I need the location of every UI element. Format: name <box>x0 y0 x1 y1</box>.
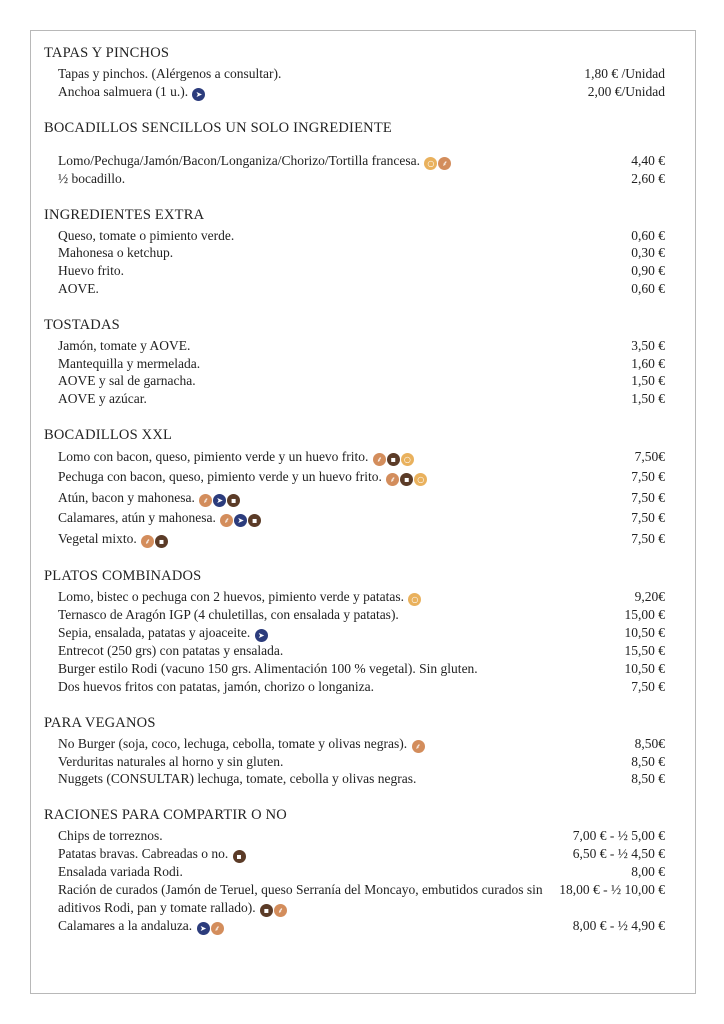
item-price: 0,60 € <box>631 280 665 296</box>
item-name: Burger estilo Rodi (vacuno 150 grs. Alimentación 100 % vegetal). Sin gluten. <box>58 661 478 677</box>
item-price: 2,00 €/Unidad <box>587 83 665 99</box>
item-name-line <box>58 827 563 845</box>
item-name-line <box>58 624 615 642</box>
menu-item <box>44 337 665 355</box>
item-price: 10,50 € <box>624 661 665 677</box>
menu-item <box>44 170 665 188</box>
section-title: PLATOS COMBINADOS <box>44 568 202 585</box>
egg-allergen-icon: ○ <box>408 593 421 606</box>
menu-item <box>44 372 665 390</box>
milk-allergen-icon: ▪ <box>233 850 246 863</box>
item-name-line <box>58 170 621 188</box>
item-price: 1,60 € <box>631 355 665 371</box>
menu-item <box>44 735 665 753</box>
menu-item <box>44 588 665 606</box>
item-name-line <box>58 753 621 771</box>
item-price: 2,60 € <box>631 170 665 186</box>
item-price: 6,50 € - ½ 4,50 € <box>572 846 665 862</box>
menu-item <box>44 355 665 373</box>
milk-allergen-icon: ▪ <box>248 514 261 527</box>
section-title: BOCADILLOS XXL <box>44 426 173 443</box>
menu-item <box>44 753 665 771</box>
menu-item <box>44 845 665 863</box>
item-price: 1,80 € /Unidad <box>584 66 665 81</box>
section-title: RACIONES PARA COMPARTIR O NO <box>44 807 287 824</box>
gluten-allergen-icon: ⸙ <box>220 514 233 527</box>
fish-allergen-icon: ➤ <box>234 514 247 527</box>
item-price: 8,00 € - ½ 4,90 € <box>572 917 665 933</box>
item-name: Huevo frito. <box>58 263 124 279</box>
item-price: 8,50 € <box>631 771 665 787</box>
section-title: TAPAS Y PINCHOS <box>44 45 170 61</box>
item-price: 10,50 € <box>624 625 665 641</box>
item-name: Vegetal mixto. <box>58 530 137 546</box>
menu-item <box>44 244 665 262</box>
menu-section <box>44 425 665 550</box>
item-name-line <box>58 372 621 390</box>
menu-item <box>44 863 665 881</box>
menu-section <box>44 43 665 101</box>
item-name-line <box>58 390 621 408</box>
item-name: Dos huevos fritos con patatas, jamón, chorizo o longaniza. <box>58 678 375 694</box>
milk-allergen-icon: ▪ <box>387 453 400 466</box>
menu-item <box>44 83 665 101</box>
item-name-line <box>58 770 621 788</box>
item-name: AOVE y sal de garnacha. <box>58 373 196 389</box>
item-name: No Burger (soja, coco, lechuga, cebolla, tomate y olivas negras). <box>58 735 408 751</box>
item-price: 0,30 € <box>631 245 665 261</box>
item-name-line <box>58 467 621 488</box>
item-name: Chips de torreznos. <box>58 828 163 844</box>
milk-allergen-icon: ▪ <box>155 535 168 548</box>
menu-section <box>44 713 665 789</box>
menu-item <box>44 262 665 280</box>
menu-item <box>44 660 665 678</box>
item-name-line <box>58 881 549 917</box>
menu-section <box>44 566 665 695</box>
fish-allergen-icon: ➤ <box>255 629 268 642</box>
item-name: Jamón, tomate y AOVE. <box>58 337 191 353</box>
item-name: Queso, tomate o pimiento verde. <box>58 227 235 243</box>
menu-section <box>44 118 665 188</box>
gluten-allergen-icon: ⸙ <box>412 740 425 753</box>
gluten-allergen-icon: ⸙ <box>438 157 451 170</box>
item-name-line <box>58 508 621 529</box>
menu-content <box>44 43 665 952</box>
item-name: Mahonesa o ketchup. <box>58 245 174 261</box>
item-price: 7,50 € <box>631 678 665 694</box>
item-name-line <box>58 529 621 550</box>
section-title: INGREDIENTES EXTRA <box>44 206 205 223</box>
gluten-allergen-icon: ⸙ <box>386 473 399 486</box>
item-name-line <box>58 280 621 298</box>
fish-allergen-icon: ➤ <box>213 494 226 507</box>
milk-allergen-icon: ▪ <box>260 904 273 917</box>
item-name: Patatas bravas. Cabreadas o no. <box>58 846 229 862</box>
item-name-line <box>58 83 578 101</box>
item-name: AOVE y azúcar. <box>58 391 147 407</box>
menu-item <box>44 881 665 917</box>
menu-item <box>44 390 665 408</box>
item-name: Lomo con bacon, queso, pimiento verde y un huevo frito. <box>58 448 369 464</box>
menu-section <box>44 805 665 934</box>
item-price: 7,50 € <box>631 510 665 526</box>
egg-allergen-icon: ○ <box>424 157 437 170</box>
menu-item <box>44 678 665 696</box>
item-price: 7,50€ <box>634 448 665 464</box>
item-name: Ternasco de Aragón IGP (4 chuletillas, con ensalada y patatas). <box>58 607 399 623</box>
item-name-line <box>58 606 615 624</box>
egg-allergen-icon: ○ <box>414 473 427 486</box>
milk-allergen-icon: ▪ <box>227 494 240 507</box>
menu-item <box>44 488 665 509</box>
item-name: Calamares a la andaluza. <box>58 917 193 933</box>
menu-item <box>44 508 665 529</box>
item-name-line <box>58 488 621 509</box>
menu-item <box>44 152 665 170</box>
item-price: 3,50 € <box>631 337 665 353</box>
item-price: 8,50 € <box>631 753 665 769</box>
item-price: 8,50€ <box>634 735 665 751</box>
item-price: 15,00 € <box>624 607 665 623</box>
menu-item <box>44 606 665 624</box>
item-name-line <box>58 660 615 678</box>
item-price: 7,00 € - ½ 5,00 € <box>572 828 665 844</box>
item-name-line <box>58 355 621 373</box>
item-name-line <box>58 227 621 245</box>
item-price: 18,00 € - ½ 10,00 € <box>559 881 665 897</box>
menu-item <box>44 280 665 298</box>
item-price: 1,50 € <box>631 391 665 407</box>
item-name: ½ bocadillo. <box>58 170 126 186</box>
item-name: Lomo/Pechuga/Jamón/Bacon/Longaniza/Chorizo/Tortilla francesa. <box>58 152 420 168</box>
section-title: PARA VEGANOS <box>44 714 156 731</box>
menu-section <box>44 315 665 408</box>
item-name-line <box>58 863 621 881</box>
menu-item <box>44 529 665 550</box>
item-name-line <box>58 642 615 660</box>
item-price: 8,00 € <box>631 864 665 880</box>
item-name: Verduritas naturales al horno y sin gluten. <box>58 753 284 769</box>
item-name: Nuggets (CONSULTAR) lechuga, tomate, cebolla y olivas negras. <box>58 771 417 787</box>
item-price: 15,50 € <box>624 643 665 659</box>
item-name-line <box>58 845 563 863</box>
menu-section <box>44 205 665 298</box>
menu-item <box>44 917 665 935</box>
item-price: 9,20€ <box>634 589 665 605</box>
item-name: Ración de curados (Jamón de Teruel, queso Serranía del Moncayo, embutidos curados sin aditivos Rodi, pan y tomate rallado). <box>58 881 543 915</box>
item-name: Pechuga con bacon, queso, pimiento verde y un huevo frito. <box>58 469 382 485</box>
menu-item <box>44 624 665 642</box>
gluten-allergen-icon: ⸙ <box>199 494 212 507</box>
menu-item <box>44 770 665 788</box>
item-name-line <box>58 917 563 935</box>
item-name: Lomo, bistec o pechuga con 2 huevos, pimiento verde y patatas. <box>58 589 405 605</box>
item-name: Mantequilla y mermelada. <box>58 355 201 371</box>
item-price: 0,90 € <box>631 263 665 279</box>
menu-item <box>44 447 665 468</box>
item-name-line <box>58 337 621 355</box>
item-name: Tapas y pinchos. (Alérgenos a consultar). <box>58 66 282 81</box>
menu-item <box>44 65 665 83</box>
item-name: Atún, bacon y mahonesa. <box>58 489 195 505</box>
menu-item <box>44 827 665 845</box>
item-name-line <box>58 447 625 468</box>
item-price: 0,60 € <box>631 227 665 243</box>
item-name-line <box>58 152 621 170</box>
item-name: Entrecot (250 grs) con patatas y ensalada. <box>58 643 284 659</box>
gluten-allergen-icon: ⸙ <box>373 453 386 466</box>
item-name: Anchoa salmuera (1 u.). <box>58 83 189 99</box>
gluten-allergen-icon: ⸙ <box>274 904 287 917</box>
item-name: Ensalada variada Rodi. <box>58 864 183 880</box>
item-name-line <box>58 588 625 606</box>
milk-allergen-icon: ▪ <box>400 473 413 486</box>
menu-item <box>44 642 665 660</box>
egg-allergen-icon: ○ <box>401 453 414 466</box>
item-name: AOVE. <box>58 280 99 296</box>
item-price: 7,50 € <box>631 469 665 485</box>
item-price: 7,50 € <box>631 530 665 546</box>
fish-allergen-icon: ➤ <box>197 922 210 935</box>
item-name-line <box>58 735 625 753</box>
item-name: Sepia, ensalada, patatas y ajoaceite. <box>58 625 251 641</box>
item-name-line <box>58 244 621 262</box>
section-title: TOSTADAS <box>44 316 120 333</box>
section-title: BOCADILLOS SENCILLOS UN SOLO INGREDIENTE <box>44 119 392 136</box>
item-price: 7,50 € <box>631 489 665 505</box>
item-name-line <box>58 65 574 83</box>
item-price: 1,50 € <box>631 373 665 389</box>
item-name: Calamares, atún y mahonesa. <box>58 510 216 526</box>
gluten-allergen-icon: ⸙ <box>211 922 224 935</box>
gluten-allergen-icon: ⸙ <box>141 535 154 548</box>
fish-allergen-icon: ➤ <box>192 88 205 101</box>
item-name-line <box>58 678 621 696</box>
menu-item <box>44 227 665 245</box>
menu-item <box>44 467 665 488</box>
item-price: 4,40 € <box>631 152 665 168</box>
item-name-line <box>58 262 621 280</box>
